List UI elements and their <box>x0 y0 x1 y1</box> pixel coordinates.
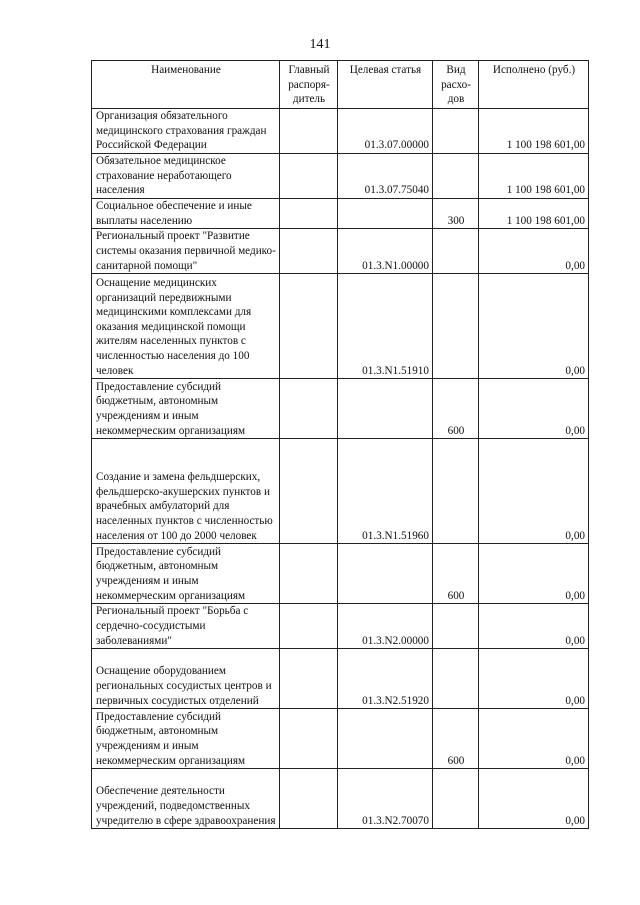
table-row <box>92 604 589 649</box>
row-admin <box>280 649 338 709</box>
row-admin <box>280 199 338 229</box>
row-amount: 1 100 198 601,00 <box>479 109 589 154</box>
row-name: Организация обязательного медицинского страхования граждан Российской Федерации <box>92 109 280 154</box>
row-vid <box>433 439 479 544</box>
row-vid <box>433 769 479 829</box>
row-vid: 600 <box>433 544 479 604</box>
row-code: 01.3.N1.51960 <box>338 439 433 544</box>
row-admin <box>280 274 338 379</box>
header-code: Целевая статья <box>338 61 433 109</box>
row-amount: 1 100 198 601,00 <box>479 154 589 199</box>
row-admin <box>280 604 338 649</box>
header-admin: Главный распоря-дитель <box>280 61 338 109</box>
row-code: 01.3.N1.00000 <box>338 229 433 274</box>
budget-table <box>91 60 589 829</box>
table-row <box>92 709 589 769</box>
table-row <box>92 379 589 439</box>
row-code <box>338 379 433 439</box>
row-code: 01.3.N2.00000 <box>338 604 433 649</box>
row-name: Создание и замена фельдшерских, фельдшерско-акушерских пунктов и врачебных амбулаторий для населенных пунктов с численностью населения от 100 до 2000 человек <box>92 439 280 544</box>
row-name: Оснащение медицинских организаций передвижными медицинскими комплексами для оказания медицинской помощи жителям населенных пунктов с численностью населения до 100 человек <box>92 274 280 379</box>
table-row <box>92 229 589 274</box>
row-vid <box>433 274 479 379</box>
row-vid <box>433 154 479 199</box>
row-name: Обязательное медицинское страхование неработающего населения <box>92 154 280 199</box>
header-vid: Вид расхо-дов <box>433 61 479 109</box>
row-vid: 600 <box>433 709 479 769</box>
table-row <box>92 649 589 709</box>
row-vid <box>433 649 479 709</box>
row-code <box>338 709 433 769</box>
row-name: Региональный проект "Развитие системы оказания первичной медико-санитарной помощи" <box>92 229 280 274</box>
page-number: 141 <box>309 37 331 52</box>
row-amount: 0,00 <box>479 229 589 274</box>
table-row <box>92 769 589 829</box>
row-amount: 0,00 <box>479 604 589 649</box>
table-header-row <box>92 61 589 109</box>
row-admin <box>280 709 338 769</box>
row-name: Региональный проект "Борьба с сердечно-сосудистыми заболеваниями" <box>92 604 280 649</box>
row-name: Предоставление субсидий бюджетным, автономным учреждениям и иным некоммерческим организациям <box>92 544 280 604</box>
row-vid: 600 <box>433 379 479 439</box>
table-row <box>92 199 589 229</box>
row-amount: 0,00 <box>479 439 589 544</box>
row-amount: 0,00 <box>479 769 589 829</box>
row-amount: 0,00 <box>479 379 589 439</box>
row-admin <box>280 544 338 604</box>
table-row <box>92 154 589 199</box>
row-admin <box>280 379 338 439</box>
table-body <box>92 109 589 829</box>
row-vid <box>433 604 479 649</box>
table-row <box>92 109 589 154</box>
row-code: 01.3.N2.51920 <box>338 649 433 709</box>
row-admin <box>280 154 338 199</box>
header-amount: Исполнено (руб.) <box>479 61 589 109</box>
row-vid: 300 <box>433 199 479 229</box>
row-code <box>338 544 433 604</box>
row-admin <box>280 109 338 154</box>
row-name: Предоставление субсидий бюджетным, автономным учреждениям и иным некоммерческим организациям <box>92 379 280 439</box>
row-code: 01.3.N1.51910 <box>338 274 433 379</box>
row-name: Социальное обеспечение и иные выплаты населению <box>92 199 280 229</box>
header-name: Наименование <box>92 61 280 109</box>
row-amount: 0,00 <box>479 649 589 709</box>
row-admin <box>280 439 338 544</box>
row-amount: 1 100 198 601,00 <box>479 199 589 229</box>
row-admin <box>280 229 338 274</box>
row-code <box>338 199 433 229</box>
row-amount: 0,00 <box>479 544 589 604</box>
row-vid <box>433 229 479 274</box>
row-code: 01.3.N2.70070 <box>338 769 433 829</box>
table-row <box>92 439 589 544</box>
row-amount: 0,00 <box>479 274 589 379</box>
row-code: 01.3.07.00000 <box>338 109 433 154</box>
row-name: Обеспечение деятельности учреждений, подведомственных учредителю в сфере здравоохранения <box>92 769 280 829</box>
row-amount: 0,00 <box>479 709 589 769</box>
row-code: 01.3.07.75040 <box>338 154 433 199</box>
row-admin <box>280 769 338 829</box>
table-row <box>92 274 589 379</box>
row-name: Предоставление субсидий бюджетным, автономным учреждениям и иным некоммерческим организациям <box>92 709 280 769</box>
row-vid <box>433 109 479 154</box>
row-name: Оснащение оборудованием региональных сосудистых центров и первичных сосудистых отделений <box>92 649 280 709</box>
table-row <box>92 544 589 604</box>
